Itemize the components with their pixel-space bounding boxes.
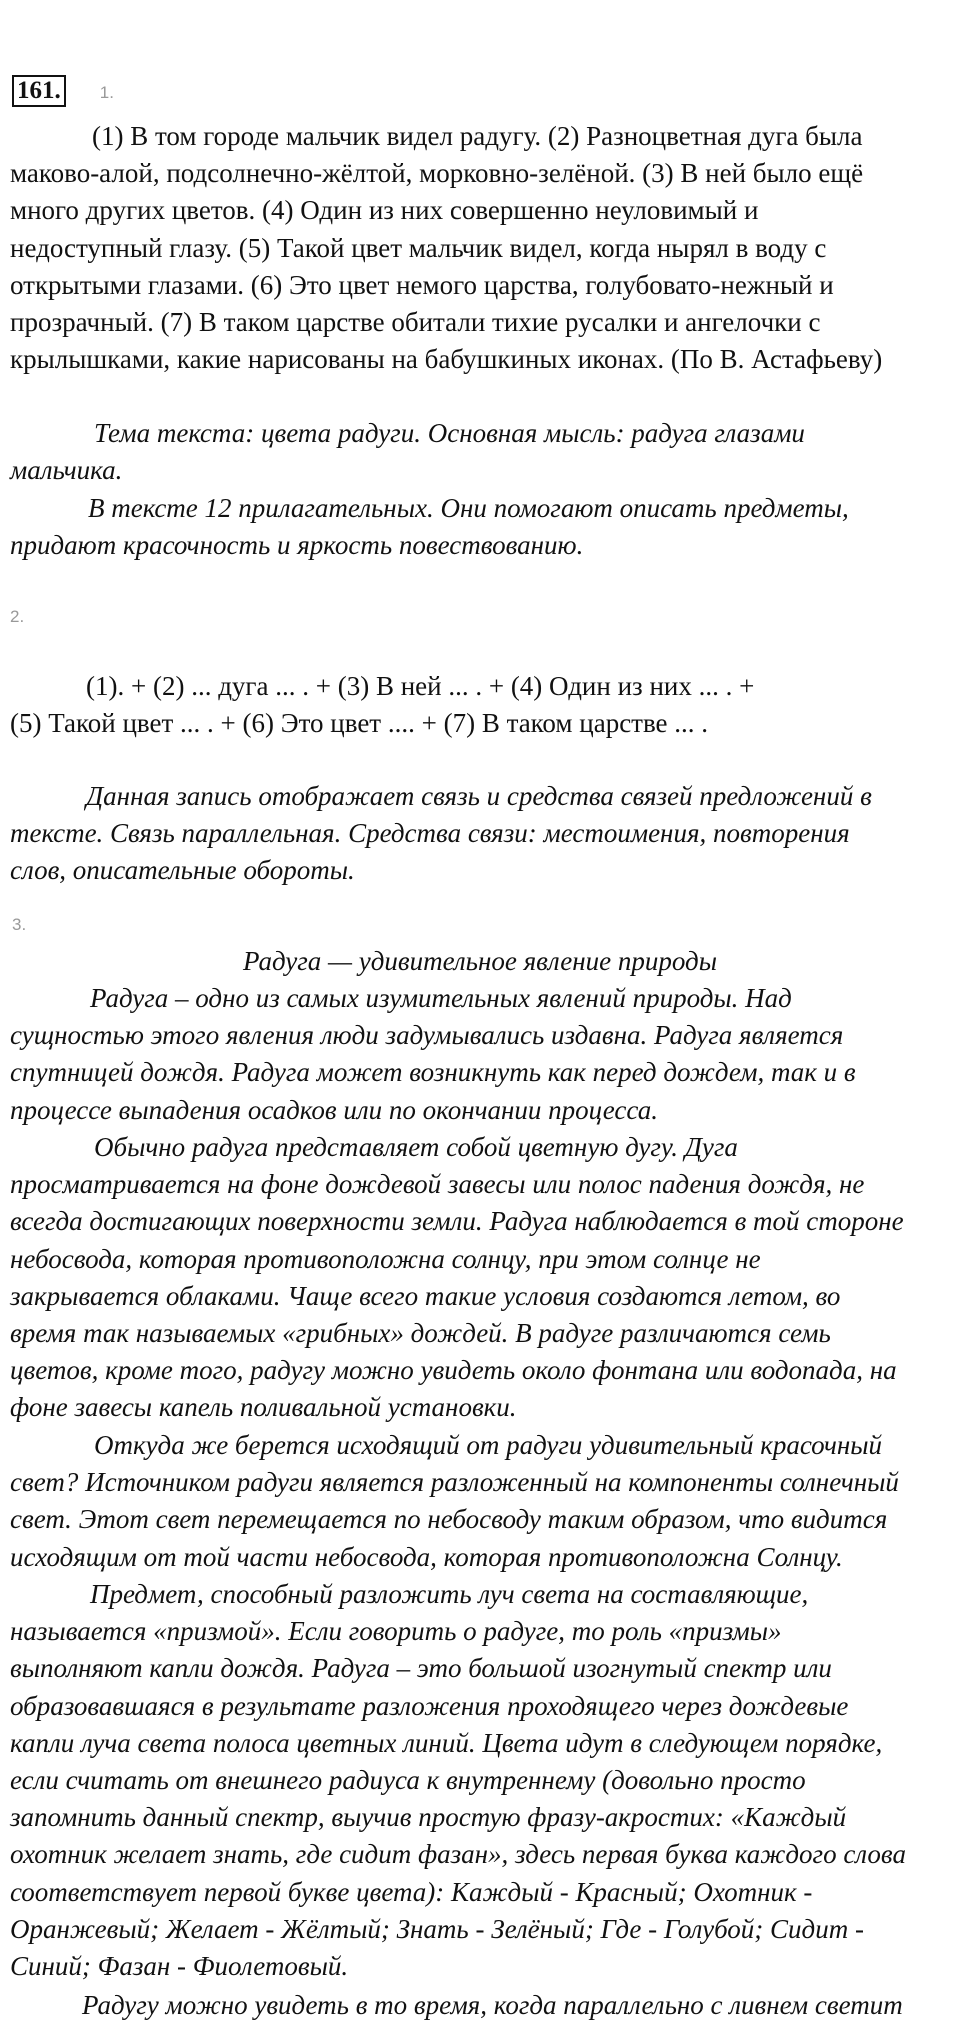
essay-paragraph-5 (10, 1987, 950, 2024)
essay-line: цветов, кроме того, радугу можно увидеть около фонтана или водопада, на (10, 1355, 897, 1386)
essay-line: небосвода, которая противоположна солнцу, при этом солнце не (10, 1243, 761, 1274)
essay-line: Обычно радуга представляет собой цветную дугу. Дуга (94, 1132, 738, 1162)
text-line: много других цветов. (4) Один из них совершенно неуловимый и (10, 195, 759, 226)
text-line: открытыми глазами. (6) Это цвет немого царства, голубовато-нежный и (10, 269, 834, 300)
scheme-line: (1). + (2) ... дуга ... . + (3) В ней ... . + (4) Один из них ... . + (86, 671, 755, 701)
essay-line: образовавшаяся в результате разложения проходящего через дождевые (10, 1690, 849, 1721)
answer-line: мальчика. (10, 455, 123, 486)
source-text (10, 118, 950, 378)
essay-line: запомнить данный спектр, выучив простую фразу-акростих: «Каждый (10, 1802, 847, 1833)
essay-line: Радугу можно увидеть в то время, когда параллельно с ливнем светит (82, 1990, 903, 2020)
essay-line: охотник желает знать, где сидит фазан», здесь первая буква каждого слова (10, 1839, 906, 1870)
part-3-label: 3. (12, 915, 27, 934)
answer-adjectives (10, 490, 950, 564)
part-2-label: 2. (10, 607, 25, 626)
essay-paragraph-1 (10, 980, 950, 1129)
explanation-line: слов, описательные обороты. (10, 855, 355, 886)
answer-theme (10, 415, 950, 489)
essay-paragraph-3 (10, 1427, 950, 1576)
scheme-explanation (10, 778, 950, 890)
essay-line: Предмет, способный разложить луч света на составляющие, (90, 1579, 809, 1609)
scheme-line: (5) Такой цвет ... . + (6) Это цвет .... + (7) В таком царстве ... . (10, 708, 709, 739)
text-line: маково-алой, подсолнечно-жёлтой, морковно-зелёной. (3) В ней было ещё (10, 158, 864, 189)
text-line: (1) В том городе мальчик видел радугу. (2) Разноцветная дуга была (92, 121, 863, 151)
answer-line: придают красочность и яркость повествованию. (10, 530, 584, 561)
essay-line: исходящим от той части небосвода, которая противоположна Солнцу. (10, 1541, 843, 1572)
essay-line: если считать от внешнего радиуса к внутреннему (довольно просто (10, 1765, 806, 1796)
exercise-header (12, 74, 114, 108)
essay-line: свет? Источником радуги является разложенный на компоненты солнечный (10, 1467, 899, 1498)
text-line: крылышками, какие нарисованы на бабушкиных иконах. (По В. Астафьеву) (10, 344, 883, 375)
text-line: прозрачный. (7) В таком царстве обитали тихие русалки и ангелочки с (10, 307, 821, 338)
essay-line: сущностью этого явления люди задумывались издавна. Радуга является (10, 1020, 844, 1051)
essay-line: Радуга – одно из самых изумительных явлений природы. Над (90, 983, 792, 1013)
essay-line: Откуда же берется исходящий от радуги удивительный красочный (94, 1430, 883, 1460)
essay-line: называется «призмой». Если говорить о радуге, то роль «призмы» (10, 1616, 782, 1647)
answer-line: В тексте 12 прилагательных. Они помогают описать предметы, (88, 493, 849, 523)
essay-line: выполняют капли дождя. Радуга – это большой изогнутый спектр или (10, 1653, 832, 1684)
text-line: недоступный глазу. (5) Такой цвет мальчик видел, когда нырял в воду с (10, 232, 827, 263)
essay-line: Оранжевый; Желает - Жёлтый; Знать - Зелёный; Где - Голубой; Сидит - (10, 1913, 864, 1944)
essay-line: свет. Этот свет перемещается по небосводу таким образом, что видится (10, 1504, 888, 1535)
essay-paragraph-2 (10, 1129, 950, 1427)
essay-line: процессе выпадения осадков или по окончании процесса. (10, 1094, 658, 1125)
essay-line: время так называемых «грибных» дождей. В радуге различаются семь (10, 1318, 831, 1349)
essay-line: Синий; Фазан - Фиолетовый. (10, 1951, 349, 1982)
explanation-line: Данная запись отображает связь и средства связей предложений в (86, 781, 872, 811)
connection-scheme (10, 668, 950, 742)
essay-line: фоне завесы капель поливальной установки. (10, 1392, 517, 1423)
essay-line: просматривается на фоне дождевой завесы или полос падения дождя, не (10, 1169, 865, 1200)
essay-title: Радуга — удивительное явление природы (243, 946, 717, 976)
essay-line: всегда достигающих поверхности земли. Радуга наблюдается в той стороне (10, 1206, 904, 1237)
explanation-line: тексте. Связь параллельная. Средства связи: местоимения, повторения (10, 818, 850, 849)
answer-line: Тема текста: цвета радуги. Основная мысль: радуга глазами (94, 418, 805, 448)
essay-line: соответствует первой букве цвета): Каждый - Красный; Охотник - (10, 1876, 813, 1907)
part-1-label: 1. (99, 83, 114, 102)
essay-line: спутницей дождя. Радуга может возникнуть как перед дождем, так и в (10, 1057, 856, 1088)
exercise-number: 161. (12, 75, 66, 107)
essay-paragraph-4 (10, 1576, 950, 1985)
essay-line: закрывается облаками. Чаще всего такие условия создаются летом, во (10, 1280, 841, 1311)
essay-line: капли луча света полоса цветных линий. Цвета идут в следующем порядке, (10, 1727, 883, 1758)
